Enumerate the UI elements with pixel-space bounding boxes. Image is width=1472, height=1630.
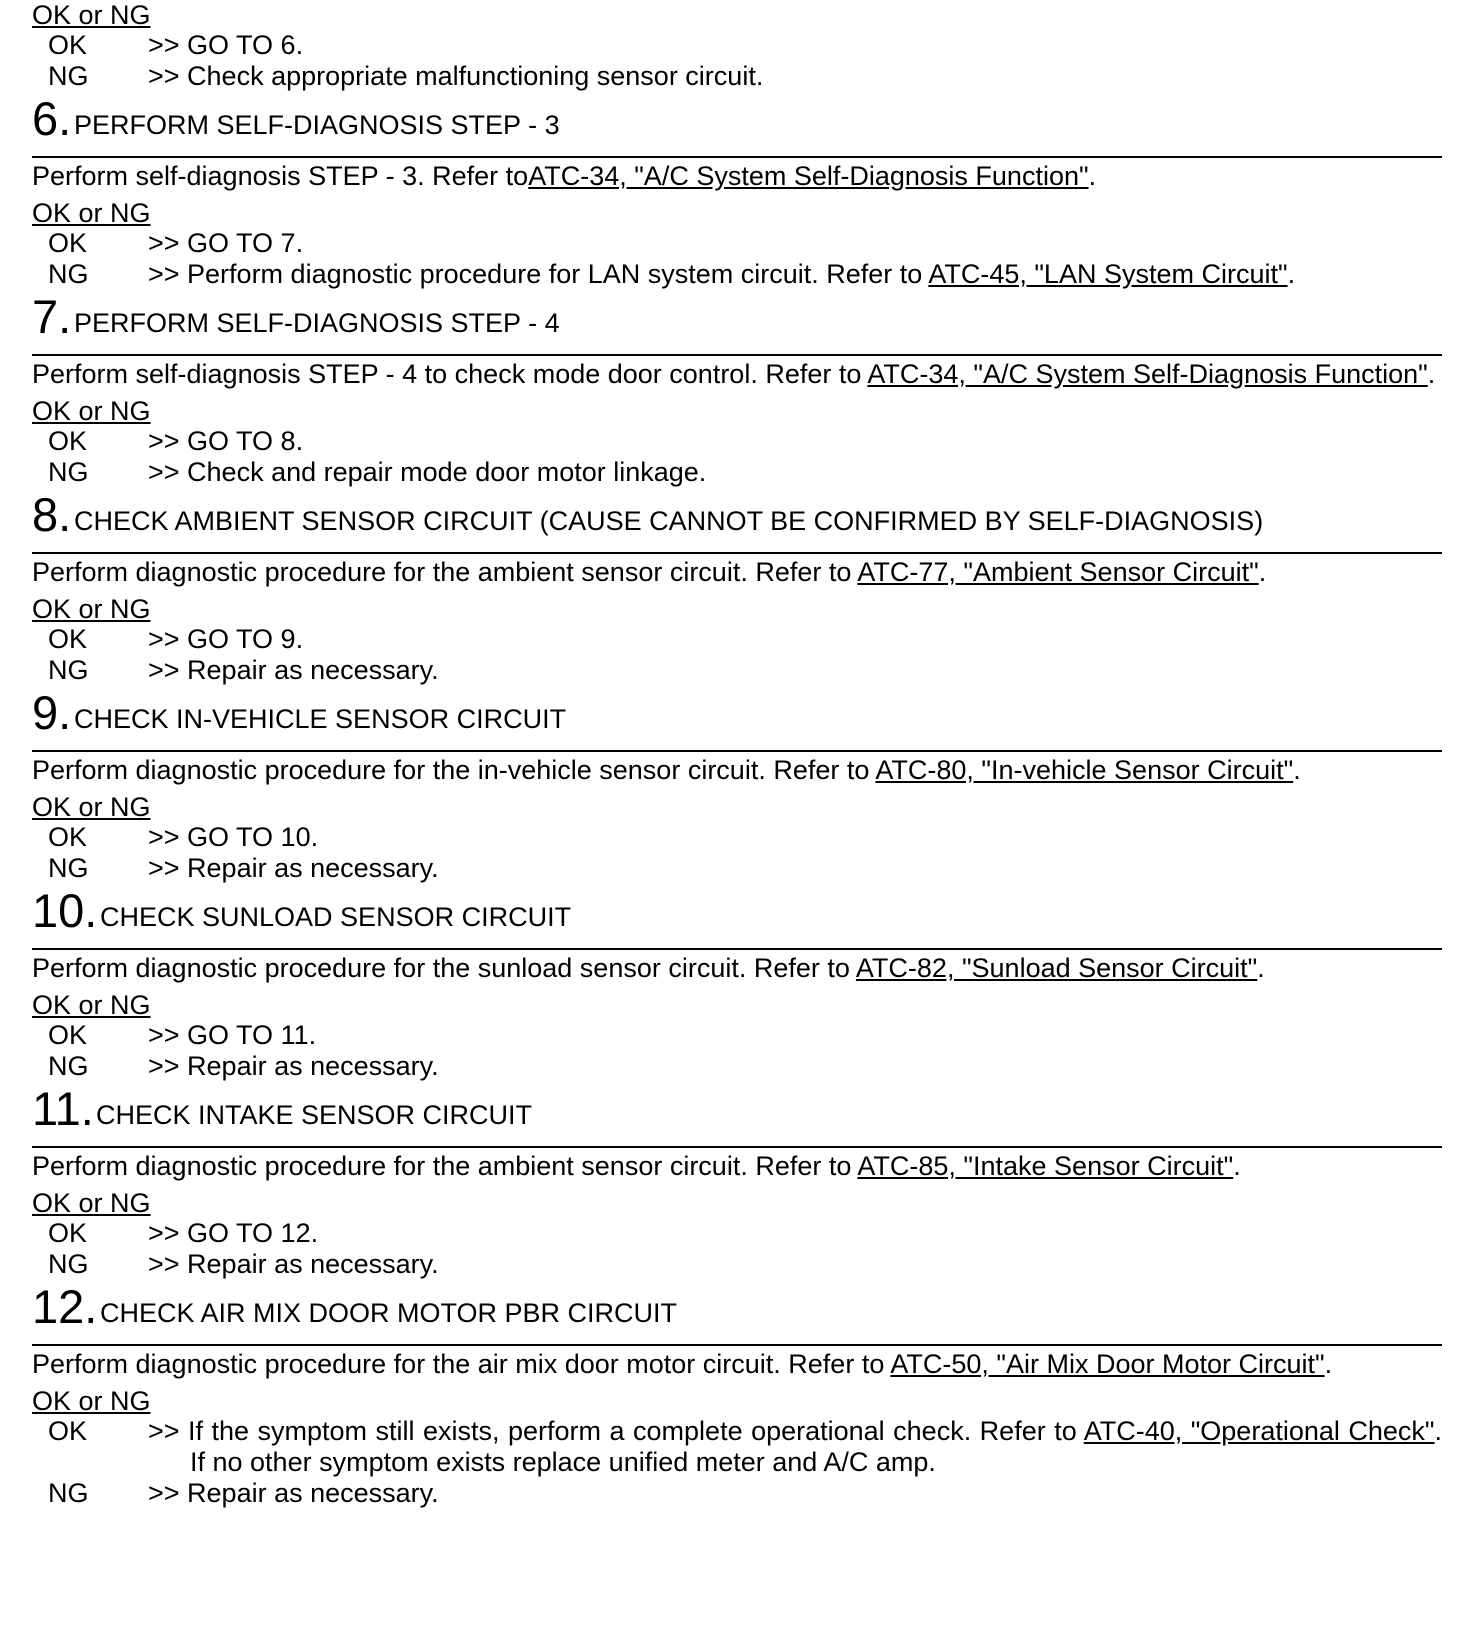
ok-or-ng-label: OK or NG — [32, 396, 151, 426]
step-instruction: Perform diagnostic procedure for the sunload sensor circuit. Refer to ATC-82, "Sunload Sensor Circuit". — [32, 953, 1265, 983]
result-key: OK — [48, 1218, 88, 1248]
result-text: >> Repair as necessary. — [148, 1051, 439, 1081]
result-key: OK — [48, 1416, 88, 1446]
result-row-ok — [32, 822, 1442, 853]
ok-or-ng-label: OK or NG — [32, 198, 151, 228]
result-row-ng — [32, 655, 1442, 686]
result-row-ok — [32, 426, 1442, 457]
result-text: >> If the symptom still exists, perform a complete operational check. Refer to ATC-40, "Operational Check". If no other symptom exists replace unified meter and A/C amp. — [148, 1416, 1442, 1477]
step-number: 12. — [32, 1280, 98, 1333]
result-key: NG — [48, 655, 89, 685]
step-header — [32, 92, 1442, 145]
step-instruction: Perform diagnostic procedure for the in-vehicle sensor circuit. Refer to ATC-80, "In-vehicle Sensor Circuit". — [32, 755, 1301, 785]
result-key: OK — [48, 30, 88, 60]
step-11 — [32, 1082, 1442, 1280]
result-key: OK — [48, 822, 88, 852]
step-instruction: Perform self-diagnosis STEP - 3. Refer toATC-34, "A/C System Self-Diagnosis Function". — [32, 161, 1097, 191]
step-title: CHECK IN-VEHICLE SENSOR CIRCUIT — [74, 704, 567, 734]
ok-or-ng-label: OK or NG — [32, 990, 151, 1020]
step-title: CHECK SUNLOAD SENSOR CIRCUIT — [100, 902, 572, 932]
reference-link[interactable]: ATC-40, "Operational Check" — [1083, 1416, 1435, 1446]
result-row-ok — [32, 1020, 1442, 1051]
step-title: CHECK AIR MIX DOOR MOTOR PBR CIRCUIT — [100, 1298, 678, 1328]
step-instruction: Perform self-diagnosis STEP - 4 to check mode door control. Refer to ATC-34, "A/C System Self-Diagnosis Function". — [32, 359, 1436, 389]
ok-or-ng-label: OK or NG — [32, 0, 151, 30]
step-header — [32, 290, 1442, 343]
step-instruction: Perform diagnostic procedure for the ambient sensor circuit. Refer to ATC-85, "Intake Sensor Circuit". — [32, 1151, 1241, 1181]
result-row-ng — [32, 259, 1442, 290]
result-row-ng — [32, 853, 1442, 884]
step-9 — [32, 686, 1442, 884]
result-key: NG — [48, 259, 89, 289]
step-header — [32, 686, 1442, 739]
result-row-ng — [32, 1051, 1442, 1082]
reference-link[interactable]: ATC-50, "Air Mix Door Motor Circuit" — [890, 1349, 1325, 1379]
result-text: >> GO TO 10. — [148, 822, 319, 852]
result-row-ok — [32, 1416, 1442, 1478]
step-12 — [32, 1280, 1442, 1509]
result-text: >> Perform diagnostic procedure for LAN system circuit. Refer to ATC-45, "LAN System Circuit". — [148, 259, 1296, 289]
result-row-ok — [32, 1218, 1442, 1249]
step-title: PERFORM SELF-DIAGNOSIS STEP - 4 — [74, 308, 560, 338]
step-number: 7. — [32, 290, 72, 343]
step-instruction: Perform diagnostic procedure for the air mix door motor circuit. Refer to ATC-50, "Air Mix Door Motor Circuit". — [32, 1349, 1333, 1379]
result-text: >> Check and repair mode door motor linkage. — [148, 457, 707, 487]
step-number: 9. — [32, 686, 72, 739]
step-number: 6. — [32, 92, 72, 145]
step-10 — [32, 884, 1442, 1082]
step-6 — [32, 92, 1442, 290]
step-title: PERFORM SELF-DIAGNOSIS STEP - 3 — [74, 110, 560, 140]
result-row-ok — [32, 228, 1442, 259]
result-text: >> GO TO 6. — [148, 30, 304, 60]
step-8 — [32, 488, 1442, 686]
result-key: NG — [48, 853, 89, 883]
step-title: CHECK INTAKE SENSOR CIRCUIT — [96, 1100, 533, 1130]
step-title: CHECK AMBIENT SENSOR CIRCUIT (CAUSE CANNOT BE CONFIRMED BY SELF-DIAGNOSIS) — [74, 506, 1264, 536]
result-text: >> Repair as necessary. — [148, 655, 439, 685]
result-key: NG — [48, 1249, 89, 1279]
result-key: NG — [48, 61, 89, 91]
result-text: >> GO TO 9. — [148, 624, 304, 654]
ok-or-ng-label: OK or NG — [32, 1188, 151, 1218]
result-key: OK — [48, 426, 88, 456]
result-text: >> GO TO 11. — [148, 1020, 317, 1050]
result-key: NG — [48, 1478, 89, 1508]
result-text: >> GO TO 8. — [148, 426, 304, 456]
result-text: >> Repair as necessary. — [148, 853, 439, 883]
step-header — [32, 1082, 1442, 1135]
result-key: NG — [48, 457, 89, 487]
result-row-ng — [32, 1249, 1442, 1280]
step-7 — [32, 290, 1442, 488]
reference-link[interactable]: ATC-80, "In-vehicle Sensor Circuit" — [875, 755, 1294, 785]
step-number: 11. — [32, 1082, 94, 1135]
result-text: >> Repair as necessary. — [148, 1478, 439, 1508]
step-instruction: Perform diagnostic procedure for the ambient sensor circuit. Refer to ATC-77, "Ambient Sensor Circuit". — [32, 557, 1267, 587]
result-key: OK — [48, 624, 88, 654]
result-row-ok — [32, 30, 1442, 61]
step-header — [32, 884, 1442, 937]
reference-link[interactable]: ATC-77, "Ambient Sensor Circuit" — [857, 557, 1259, 587]
ok-or-ng-label: OK or NG — [32, 792, 151, 822]
reference-link[interactable]: ATC-85, "Intake Sensor Circuit" — [857, 1151, 1234, 1181]
step-5-result-block — [32, 0, 1442, 92]
reference-link[interactable]: ATC-34, "A/C System Self-Diagnosis Function" — [528, 161, 1089, 191]
result-row-ng — [32, 457, 1442, 488]
result-row-ok — [32, 624, 1442, 655]
ok-or-ng-label: OK or NG — [32, 1386, 151, 1416]
result-text: >> GO TO 12. — [148, 1218, 319, 1248]
result-key: OK — [48, 228, 88, 258]
result-key: OK — [48, 1020, 88, 1050]
reference-link[interactable]: ATC-45, "LAN System Circuit" — [928, 259, 1288, 289]
result-text: >> Repair as necessary. — [148, 1249, 439, 1279]
procedure-document — [32, 0, 1442, 1509]
result-key: NG — [48, 1051, 89, 1081]
step-header — [32, 488, 1442, 541]
step-header — [32, 1280, 1442, 1333]
ok-or-ng-label: OK or NG — [32, 594, 151, 624]
reference-link[interactable]: ATC-82, "Sunload Sensor Circuit" — [855, 953, 1258, 983]
step-number: 10. — [32, 884, 98, 937]
step-number: 8. — [32, 488, 72, 541]
result-text: >> Check appropriate malfunctioning sensor circuit. — [148, 61, 764, 91]
reference-link[interactable]: ATC-34, "A/C System Self-Diagnosis Function" — [867, 359, 1428, 389]
result-text: >> GO TO 7. — [148, 228, 304, 258]
result-row-ng — [32, 61, 1442, 92]
result-row-ng — [32, 1478, 1442, 1509]
